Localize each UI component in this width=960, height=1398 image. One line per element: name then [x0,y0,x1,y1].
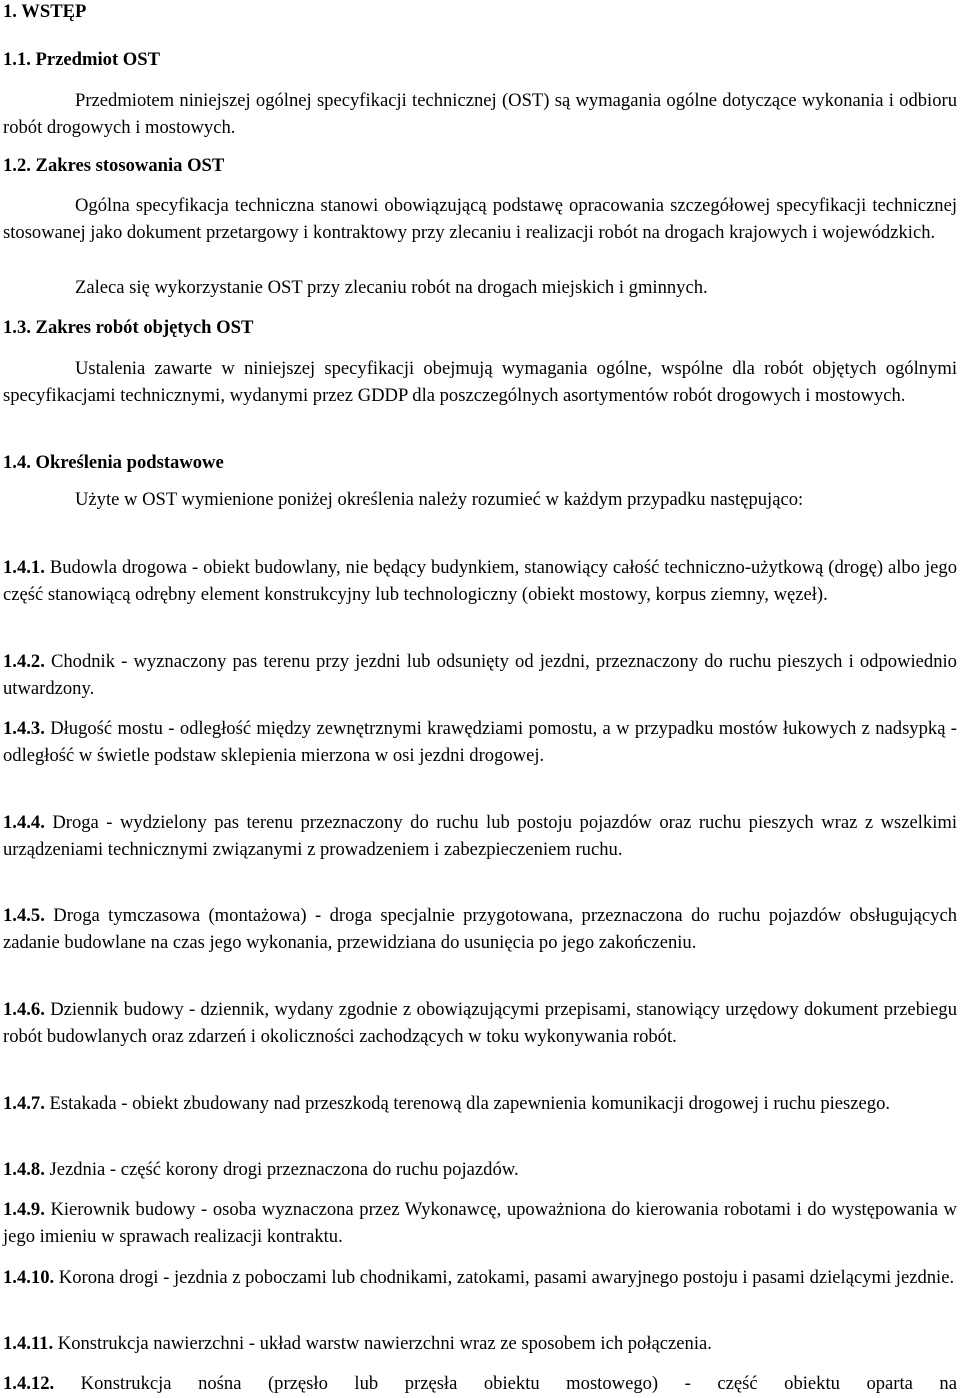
paragraph: Ustalenia zawarte w niniejszej specyfikacji obejmują wymagania ogólne, wspólne dla robót objętych ogólnymi specyfikacjami technicznymi, wydanymi przez GDDP dla poszczególnych asortymentów robót drogowych i mostowych. [3,358,957,406]
definition-item [3,1264,957,1291]
definition-item [3,996,957,1050]
subsection-number: 1.4. [3,452,31,473]
definition-number: 1.4.2. [3,651,45,672]
paragraph: Użyte w OST wymienione poniżej określenia należy rozumieć w każdym przypadku następująco: [75,489,804,510]
definition-item [3,1090,957,1117]
paragraph: Przedmiotem niniejszej ogólnej specyfikacji technicznej (OST) są wymagania ogólne dotyczące wykonania i odbioru robót drogowych i mostowych. [3,90,957,138]
definition-number: 1.4.11. [3,1333,54,1354]
paragraph: Zaleca się wykorzystanie OST przy zlecaniu robót na drogach miejskich i gminnych. [75,277,708,298]
definition-text: Estakada - obiekt zbudowany nad przeszkodą terenową dla zapewnienia komunikacji drogowej i ruchu pieszego. [49,1093,891,1114]
definition-number: 1.4.10. [3,1267,55,1288]
definition-number: 1.4.6. [3,999,45,1020]
definition-item [3,715,957,769]
definition-text: Jezdnia - część korony drogi przeznaczona do ruchu pojazdów. [49,1159,519,1180]
definition-item [3,809,957,863]
definition-number: 1.4.9. [3,1199,45,1220]
definition-text: Chodnik - wyznaczony pas terenu przy jezdni lub odsunięty od jezdni, przeznaczony do ruchu pieszych i odpowiednio utwardzony. [3,651,957,699]
subsection-heading: 1.2. Zakres stosowania OST [3,155,225,176]
definition-text: Droga - wydzielony pas terenu przeznaczony do ruchu lub postoju pojazdów oraz ruchu pieszych wraz z wszelkimi urządzeniami technicznymi związanymi z prowadzeniem i zabezpieczeniem ruchu. [3,812,957,860]
definition-text: Konstrukcja nośna (przęsło lub przęsła obiektu mostowego) - część obiektu oparta na [80,1373,957,1394]
definition-item [3,648,957,702]
definition-item [3,1156,957,1183]
definition-number: 1.4.12. [3,1373,55,1394]
definition-number: 1.4.3. [3,718,45,739]
definition-item [3,1330,957,1357]
subsection-heading: 1.3. Zakres robót objętych OST [3,317,254,338]
subsection-heading: 1.1. Przedmiot OST [3,49,160,70]
definition-number: 1.4.5. [3,905,45,926]
definition-text: Konstrukcja nawierzchni - układ warstw nawierzchni wraz ze sposobem ich połączenia. [57,1333,712,1354]
paragraph: Ogólna specyfikacja techniczna stanowi obowiązującą podstawę opracowania szczegółowej specyfikacji technicznej stosowanej jako dokument przetargowy i kontraktowy przy zlecaniu i realizacji robót na drogach krajowych i wojewódzkich. [3,195,957,243]
definition-text: Kierownik budowy - osoba wyznaczona przez Wykonawcę, upoważniona do kierowania robotami i do występowania w jego imieniu w sprawach realizacji kontraktu. [3,1199,957,1247]
definition-text: Długość mostu - odległość między zewnętrznymi krawędziami pomostu, a w przypadku mostów łukowych z nadsypką - odległość w świetle podstaw sklepienia mierzona w osi jezdni drogowej. [3,718,957,766]
definition-text: Droga tymczasowa (montażowa) - droga specjalnie przygotowana, przeznaczona do ruchu pojazdów obsługujących zadanie budowlane na czas jego wykonania, przewidziana do usunięcia po jego zakończeniu. [3,905,957,953]
definition-item [3,1196,957,1250]
definition-number: 1.4.1. [3,557,45,578]
definition-item [3,1370,957,1397]
section-heading: 1. WSTĘP [3,1,87,22]
subsection-heading [3,449,957,476]
definition-number: 1.4.4. [3,812,45,833]
definition-text: Korona drogi - jezdnia z poboczami lub chodnikami, zatokami, pasami awaryjnego postoju i pasami dzielącymi jezdnie. [58,1267,955,1288]
subsection-title: Określenia podstawowe [35,452,224,473]
definition-item [3,902,957,956]
definition-number: 1.4.7. [3,1093,45,1114]
definition-text: Dziennik budowy - dziennik, wydany zgodnie z obowiązującymi przepisami, stanowiący urzędowy dokument przebiegu robót budowlanych oraz zdarzeń i okoliczności zachodzących w toku wykonywania robót. [3,999,957,1047]
definition-text: Budowla drogowa - obiekt budowlany, nie będący budynkiem, stanowiący całość techniczno-użytkową (drogę) albo jego część stanowiącą odrębny element konstrukcyjny lub technologiczny (obiekt mostowy, korpus ziemny, węzeł). [3,557,957,605]
definition-item [3,554,957,608]
definition-number: 1.4.8. [3,1159,45,1180]
